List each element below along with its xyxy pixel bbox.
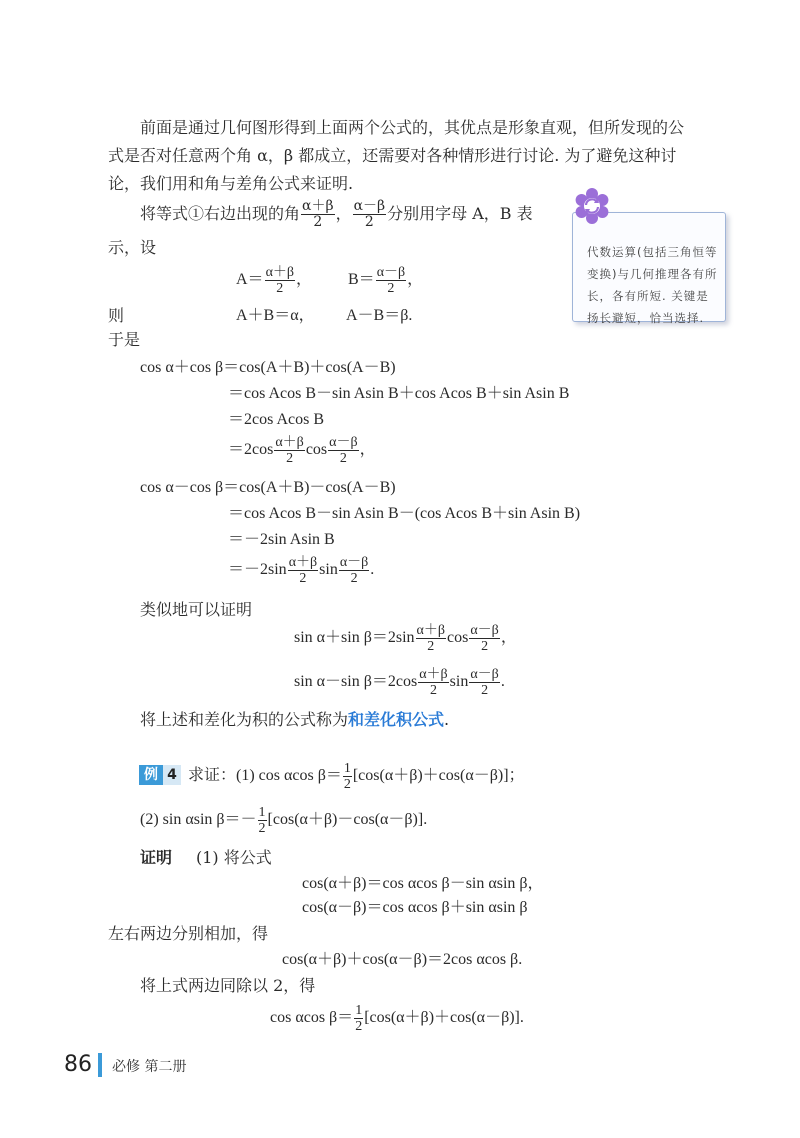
para2-post: 分别用字母 A，B 表: [387, 204, 533, 223]
footer-divider: [98, 1053, 102, 1077]
example-label: 例: [139, 765, 163, 785]
proof-final: cos αcos β＝ $\frac{1}{2}$ [cos(α＋β)＋cos(α－β)].: [270, 1002, 524, 1034]
proof-result: cos(α＋β)＋cos(α－β)＝2cos αcos β.: [282, 951, 523, 968]
example-q2: (2) sin αsin β＝－ $\frac{1}{2}$ [cos(α＋β)－cos(α－β)].: [140, 804, 428, 836]
page-number: 86: [64, 1052, 92, 1077]
intro-line-2: 式是否对任意两个角 α，β 都成立，还需要对各种情形进行讨论. 为了避免这种讨: [108, 146, 677, 165]
cos-sum-line-3: ＝2cos Acos B: [228, 411, 325, 428]
fraction-alpha-minus-beta: $\frac{\alpha-\beta}{2}$: [353, 197, 386, 230]
fraction-alpha-plus-beta: $\frac{\alpha+\beta}{2}$: [302, 197, 334, 230]
yushi-label: 于是: [108, 330, 141, 349]
summary-line: 将上述和差化为积的公式称为和差化积公式.: [140, 710, 450, 729]
similar-text: 类似地可以证明: [140, 600, 253, 619]
refresh-flower-icon: [574, 188, 610, 224]
sidebar-note-text: 代数运算(包括三角恒等变换)与几何推理各有所长，各有所短. 关键是扬长避短，恰当选择.: [587, 245, 718, 325]
intro-line-1: 前面是通过几何图形得到上面两个公式的，其优点是形象直观，但所发现的公: [140, 118, 685, 137]
cos-diff-line-3: ＝－2sin Asin B: [228, 531, 335, 548]
ze-label: 则: [108, 306, 125, 325]
proof-divide: 将上式两边同除以 2，得: [140, 976, 316, 995]
diff-eq: A－B＝β.: [346, 307, 413, 324]
para2-comma: ，: [335, 204, 352, 223]
example-number: 4: [163, 765, 181, 785]
sidebar-note-box: [572, 212, 726, 325]
para2-line-1: [140, 196, 533, 232]
proof-label: 证明: [140, 848, 173, 867]
cos-diff-line-4: ＝－2sin $\frac{\alpha+\beta}{2}$ sin $\frac{\alpha-\beta}{2}$ .: [228, 554, 375, 586]
def-b: B＝ $\frac{\alpha-\beta}{2}$ ，: [348, 264, 424, 296]
proof-formula-1: cos(α＋β)＝cos αcos β－sin αsin β，: [302, 875, 544, 892]
def-a: A＝ $\frac{\alpha+\beta}{2}$ ，: [236, 264, 313, 296]
sin-diff-formula: sin α－sin β＝2cos $\frac{\alpha+\beta}{2}$ sin $\frac{\alpha-\beta}{2}$ .: [294, 666, 505, 698]
cos-diff-line-1: cos α－cos β＝cos(A＋B)－cos(A－B): [140, 479, 396, 496]
cos-sum-line-1: cos α＋cos β＝cos(A＋B)＋cos(A－B): [140, 359, 396, 376]
intro-line-3: 论，我们用和角与差角公式来证明.: [108, 174, 354, 193]
example-q1: 求证：(1) cos αcos β＝ $\frac{1}{2}$ [cos(α＋β)＋cos(α－β)]；: [188, 760, 525, 792]
cos-sum-line-4: ＝2cos $\frac{\alpha+\beta}{2}$ cos $\frac{\alpha-\beta}{2}$ ，: [228, 434, 376, 466]
sum-eq: A＋B＝α，: [236, 307, 315, 324]
term-highlight: 和差化积公式: [348, 710, 445, 729]
book-title: 必修 第二册: [112, 1059, 187, 1075]
cos-sum-line-2: ＝cos Acos B－sin Asin B＋cos Acos B＋sin Asin B: [228, 385, 570, 402]
proof-formula-2: cos(α－β)＝cos αcos β＋sin αsin β: [302, 899, 528, 916]
cos-diff-line-2: ＝cos Acos B－sin Asin B－(cos Acos B＋sin Asin B): [228, 505, 581, 522]
sin-sum-formula: sin α＋sin β＝2sin $\frac{\alpha+\beta}{2}$ cos $\frac{\alpha-\beta}{2}$ ，: [294, 622, 517, 654]
example-badge: [139, 765, 181, 785]
para2-line-2: 示，设: [108, 238, 157, 257]
para2-pre: 将等式①右边出现的角: [140, 204, 301, 223]
proof-add: 左右两边分别相加，得: [108, 924, 269, 943]
proof-step-1: (1) 将公式: [196, 848, 272, 867]
